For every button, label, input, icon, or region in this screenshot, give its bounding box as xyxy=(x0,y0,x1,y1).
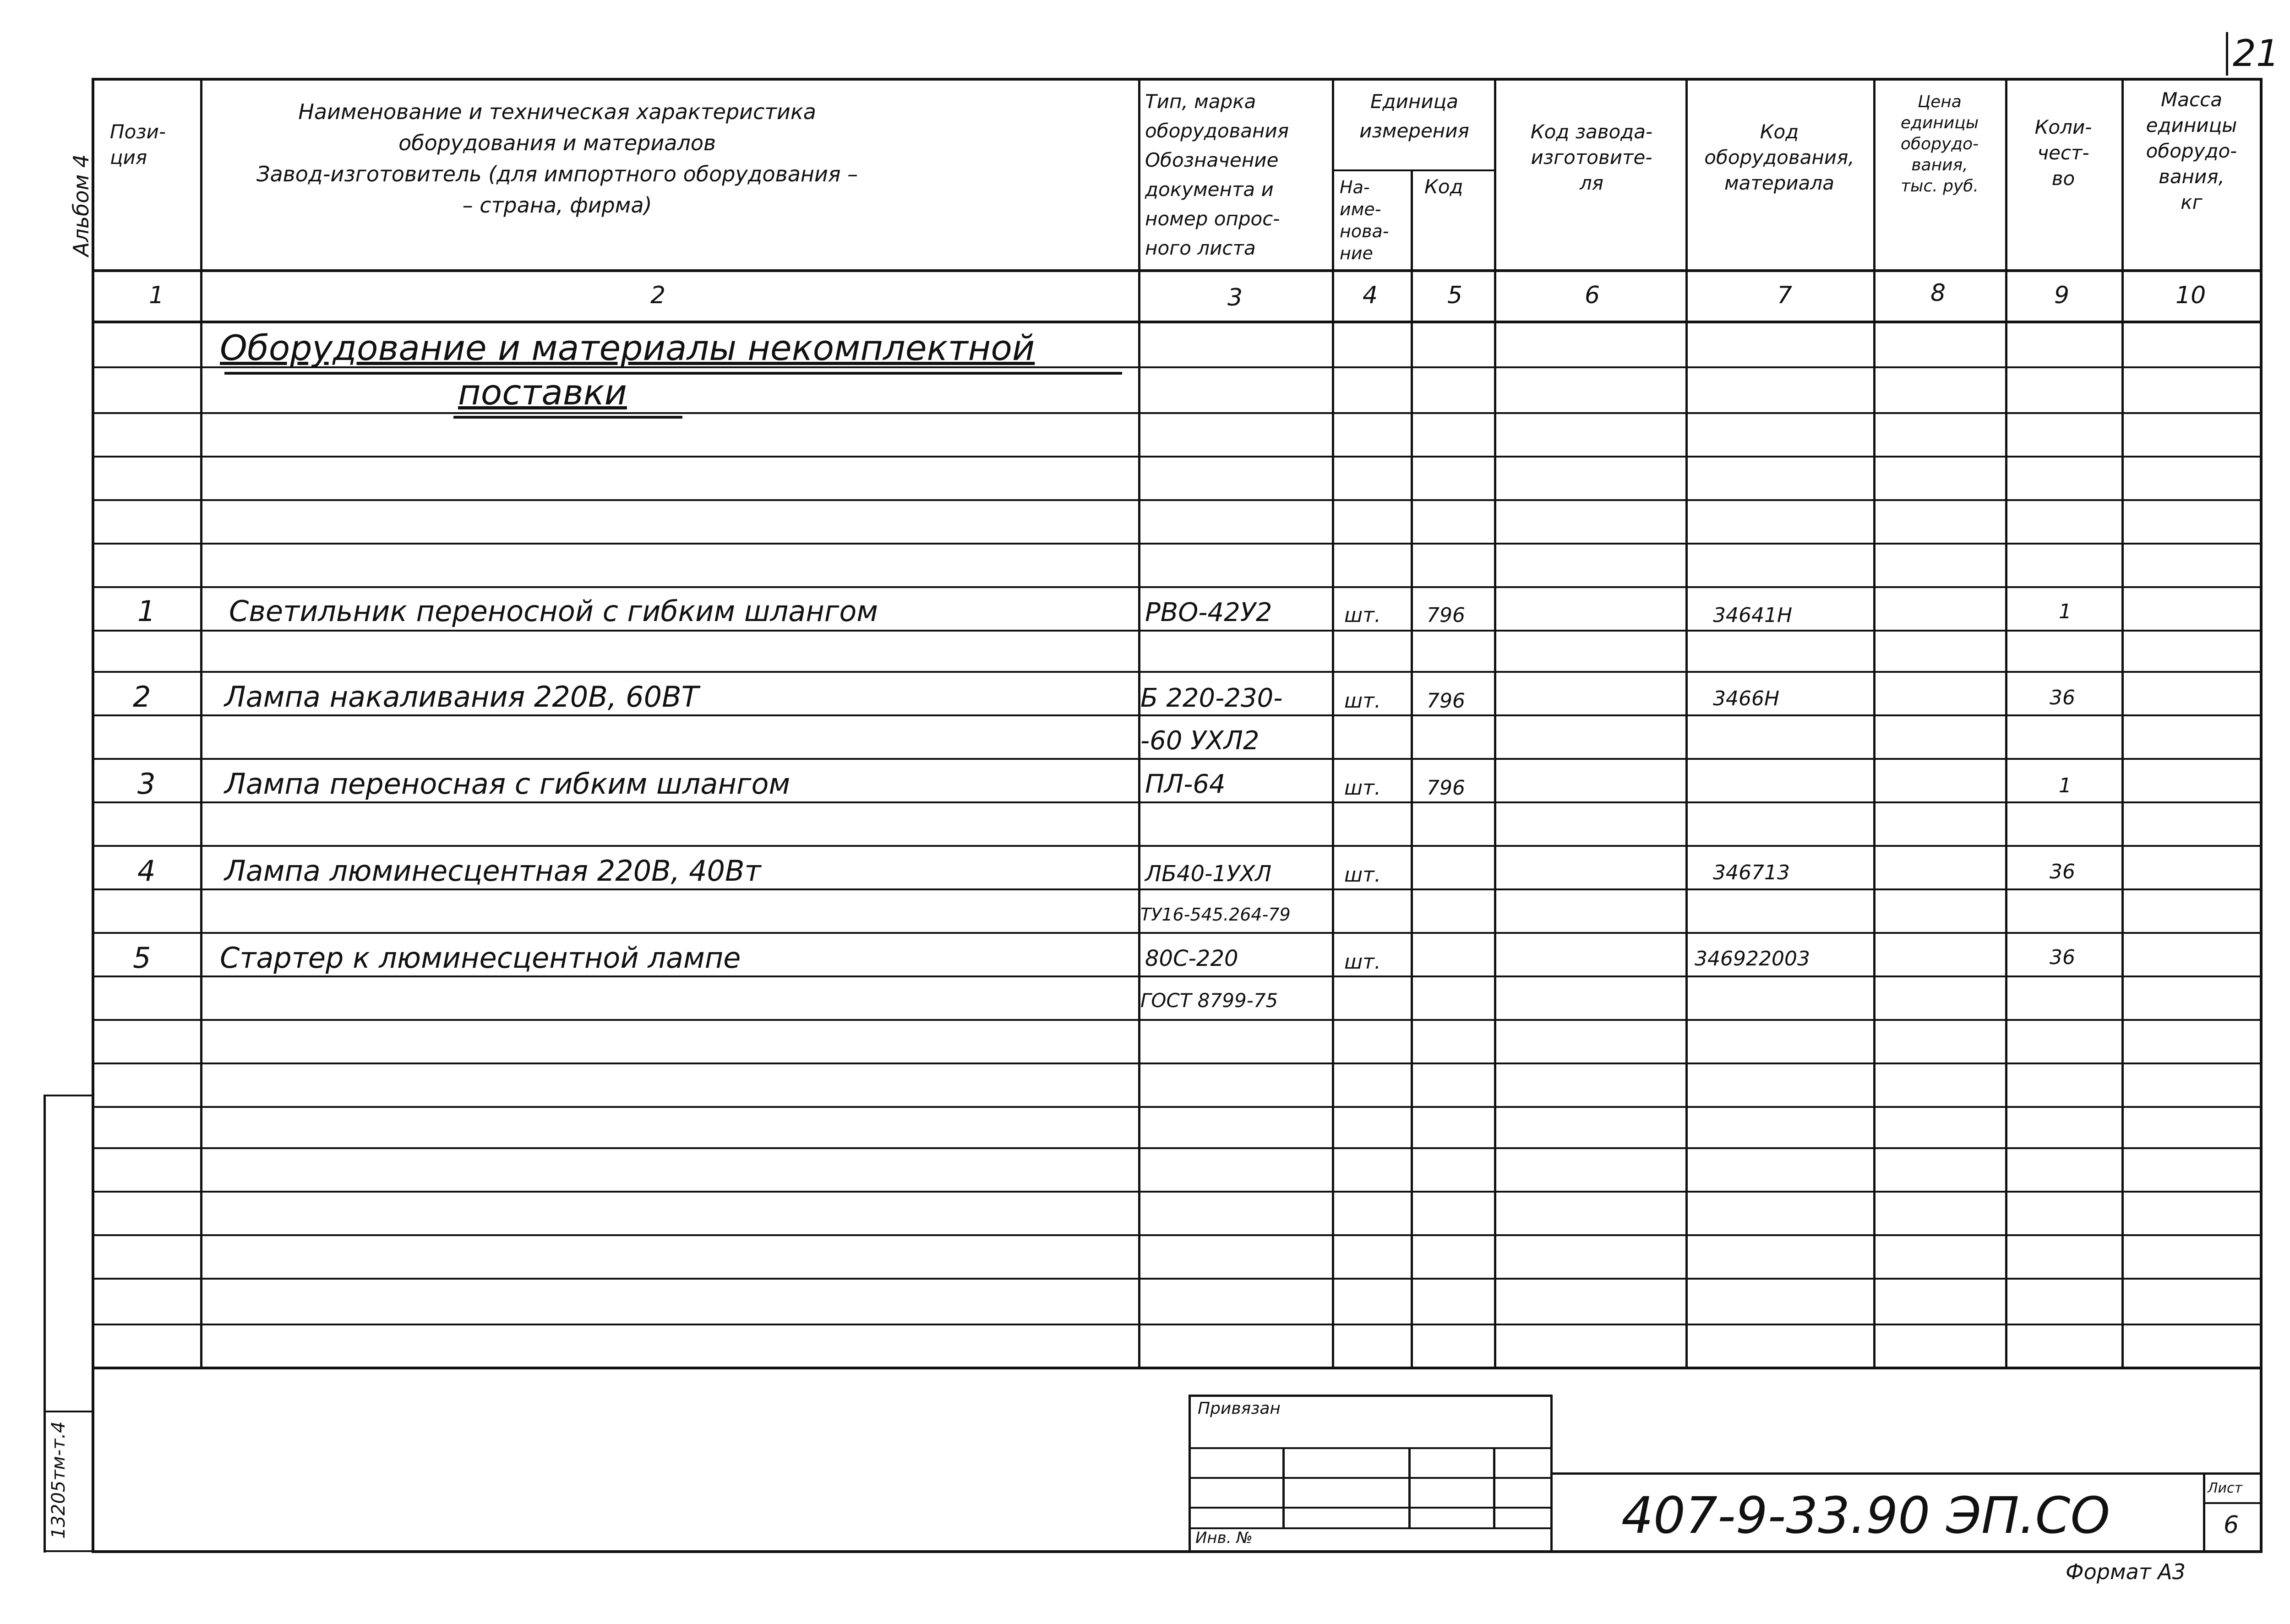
row4-unit: шт. xyxy=(1344,863,1381,887)
format-label: Формат А3 xyxy=(2066,1559,2186,1584)
header-col7: Код оборудования, материала xyxy=(1704,120,1854,194)
row-line xyxy=(92,412,2263,414)
colnum-10: 10 xyxy=(2176,282,2206,309)
row-line xyxy=(92,1063,2263,1064)
row1-qty: 1 xyxy=(2059,600,2072,623)
row3-name: Лампа переносная с гибким шлангом xyxy=(224,767,791,801)
sheet-label: Лист xyxy=(2208,1480,2243,1496)
frame-left-lower xyxy=(92,1369,94,1553)
row3-pos: 3 xyxy=(137,767,156,801)
header-bottom-line xyxy=(92,269,2263,272)
row1-unit: шт. xyxy=(1344,604,1381,627)
row2-unit: шт. xyxy=(1344,689,1381,713)
section-title-underline xyxy=(453,416,682,419)
row2-name: Лампа накаливания 220В, 60ВТ xyxy=(224,680,699,714)
header-col2: Наименование и техническая характеристика оборудования и материалов Завод-изготовитель (для импортного оборудования – – страна, фирма) xyxy=(256,99,858,218)
stamp-line xyxy=(1189,1507,1553,1509)
header-col10: Масса единицы оборудо- вания, кг xyxy=(2146,88,2237,213)
row-line xyxy=(92,1324,2263,1325)
section-title-line2: поставки xyxy=(458,372,627,413)
row-line xyxy=(92,630,2263,632)
colnum-3: 3 xyxy=(1227,284,1243,311)
row2-type2: -60 УХЛ2 xyxy=(1140,726,1260,756)
album-label: Альбом 4 xyxy=(69,154,93,256)
colnum-4: 4 xyxy=(1363,282,1378,309)
col-line xyxy=(1411,169,1413,1369)
row2-code: 796 xyxy=(1427,689,1465,713)
row4-name: Лампа люминесцентная 220В, 40Вт xyxy=(224,854,761,888)
row-line xyxy=(92,1191,2263,1193)
row-line xyxy=(92,586,2263,588)
row-line xyxy=(92,1106,2263,1108)
header-col4: На- име- нова- ние xyxy=(1340,177,1389,263)
stamp-line xyxy=(1189,1477,1553,1479)
stamp-bottom-line xyxy=(92,1550,2263,1553)
row2-type: Б 220-230- xyxy=(1140,683,1283,713)
left-strip-edge xyxy=(44,1095,46,1553)
colnum-5: 5 xyxy=(1447,282,1463,309)
row-line xyxy=(92,1234,2263,1236)
stamp-vline xyxy=(1493,1447,1495,1527)
row2-equip-code: 3466Н xyxy=(1713,687,1780,710)
colnum-7: 7 xyxy=(1777,282,1793,309)
inv-no-label: Инв. № xyxy=(1195,1529,1253,1547)
row1-equip-code: 34641Н xyxy=(1713,604,1793,627)
page-number-tick xyxy=(2226,32,2228,76)
doc-code-top-line xyxy=(1553,1472,2260,1475)
row4-equip-code: 346713 xyxy=(1713,861,1790,884)
row-line xyxy=(92,932,2263,934)
row-line xyxy=(92,671,2263,673)
section-title-line1: Оборудование и материалы некомплектной xyxy=(220,327,1035,368)
header-col5: Код xyxy=(1424,175,1463,198)
sheet-box-left xyxy=(2203,1472,2205,1553)
row-line xyxy=(92,801,2263,803)
row5-type2: ГОСТ 8799-75 xyxy=(1140,989,1278,1012)
header-col3: Тип, марка оборудования Обозначение документа и номер опрос- ного листа xyxy=(1145,90,1289,259)
row4-qty: 36 xyxy=(2050,860,2075,883)
privyazan-label: Привязан xyxy=(1198,1399,1281,1418)
row3-type: ПЛ-64 xyxy=(1145,769,1226,799)
header-col1: Пози- ция xyxy=(110,120,166,169)
row-line xyxy=(92,1278,2263,1280)
sheet-box-divider xyxy=(2203,1502,2260,1504)
stamp-vline xyxy=(1408,1447,1411,1527)
colnum-bottom-line xyxy=(92,321,2263,323)
row5-qty: 36 xyxy=(2050,946,2075,969)
row5-unit: шт. xyxy=(1344,950,1381,974)
side-stamp: 13205тм-т.4 xyxy=(48,1421,69,1539)
row3-qty: 1 xyxy=(2059,774,2072,797)
stamp-vline xyxy=(1282,1447,1285,1527)
row-line xyxy=(92,1019,2263,1021)
left-strip-mark xyxy=(44,1095,92,1096)
unit-subheader-line xyxy=(1332,169,1494,171)
left-strip-mark xyxy=(44,1411,92,1412)
row1-type: РВО-42У2 xyxy=(1145,598,1272,627)
row-line xyxy=(92,845,2263,847)
row3-unit: шт. xyxy=(1344,776,1381,800)
row-line xyxy=(92,714,2263,716)
header-col6: Код завода- изготовите- ля xyxy=(1530,120,1653,194)
header-col8: Цена единицы оборудо- вания, тыс. руб. xyxy=(1900,93,1979,196)
row-line xyxy=(92,543,2263,545)
colnum-9: 9 xyxy=(2054,282,2070,309)
row3-code: 796 xyxy=(1427,776,1465,800)
row5-pos: 5 xyxy=(133,941,151,975)
page-number: 21 xyxy=(2233,32,2279,75)
row5-name: Стартер к люминесцентной лампе xyxy=(220,941,741,975)
row4-type2: ТУ16-545.264-79 xyxy=(1140,905,1291,925)
row-line xyxy=(92,758,2263,760)
row4-pos: 4 xyxy=(137,854,156,888)
row5-type: 80С-220 xyxy=(1145,946,1238,971)
colnum-6: 6 xyxy=(1585,282,1600,309)
doc-code: 407-9-33.90 ЭП.СО xyxy=(1621,1486,2110,1545)
colnum-2: 2 xyxy=(650,282,666,309)
header-col9: Коли- чест- во xyxy=(2034,116,2092,190)
section-title-underline xyxy=(224,372,1122,375)
colnum-1: 1 xyxy=(149,282,164,309)
sheet-number: 6 xyxy=(2224,1511,2239,1539)
colnum-8: 8 xyxy=(1930,279,1946,307)
frame-right-lower xyxy=(2260,1369,2263,1553)
row1-pos: 1 xyxy=(137,594,156,628)
row2-qty: 36 xyxy=(2050,686,2075,709)
row1-name: Светильник переносной с гибким шлангом xyxy=(229,594,878,628)
header-unit-group: Единица измерения xyxy=(1359,90,1469,142)
row5-equip-code: 346922003 xyxy=(1695,947,1810,970)
row-line xyxy=(92,499,2263,501)
row2-pos: 2 xyxy=(133,680,151,714)
stamp-line xyxy=(1189,1447,1553,1449)
row-line xyxy=(92,975,2263,977)
row1-code: 796 xyxy=(1427,604,1465,627)
row4-type: ЛБ40-1УХЛ xyxy=(1145,861,1272,887)
left-strip-bottom xyxy=(44,1550,92,1552)
row-line xyxy=(92,1147,2263,1149)
row-line xyxy=(92,456,2263,458)
row-line xyxy=(92,888,2263,890)
